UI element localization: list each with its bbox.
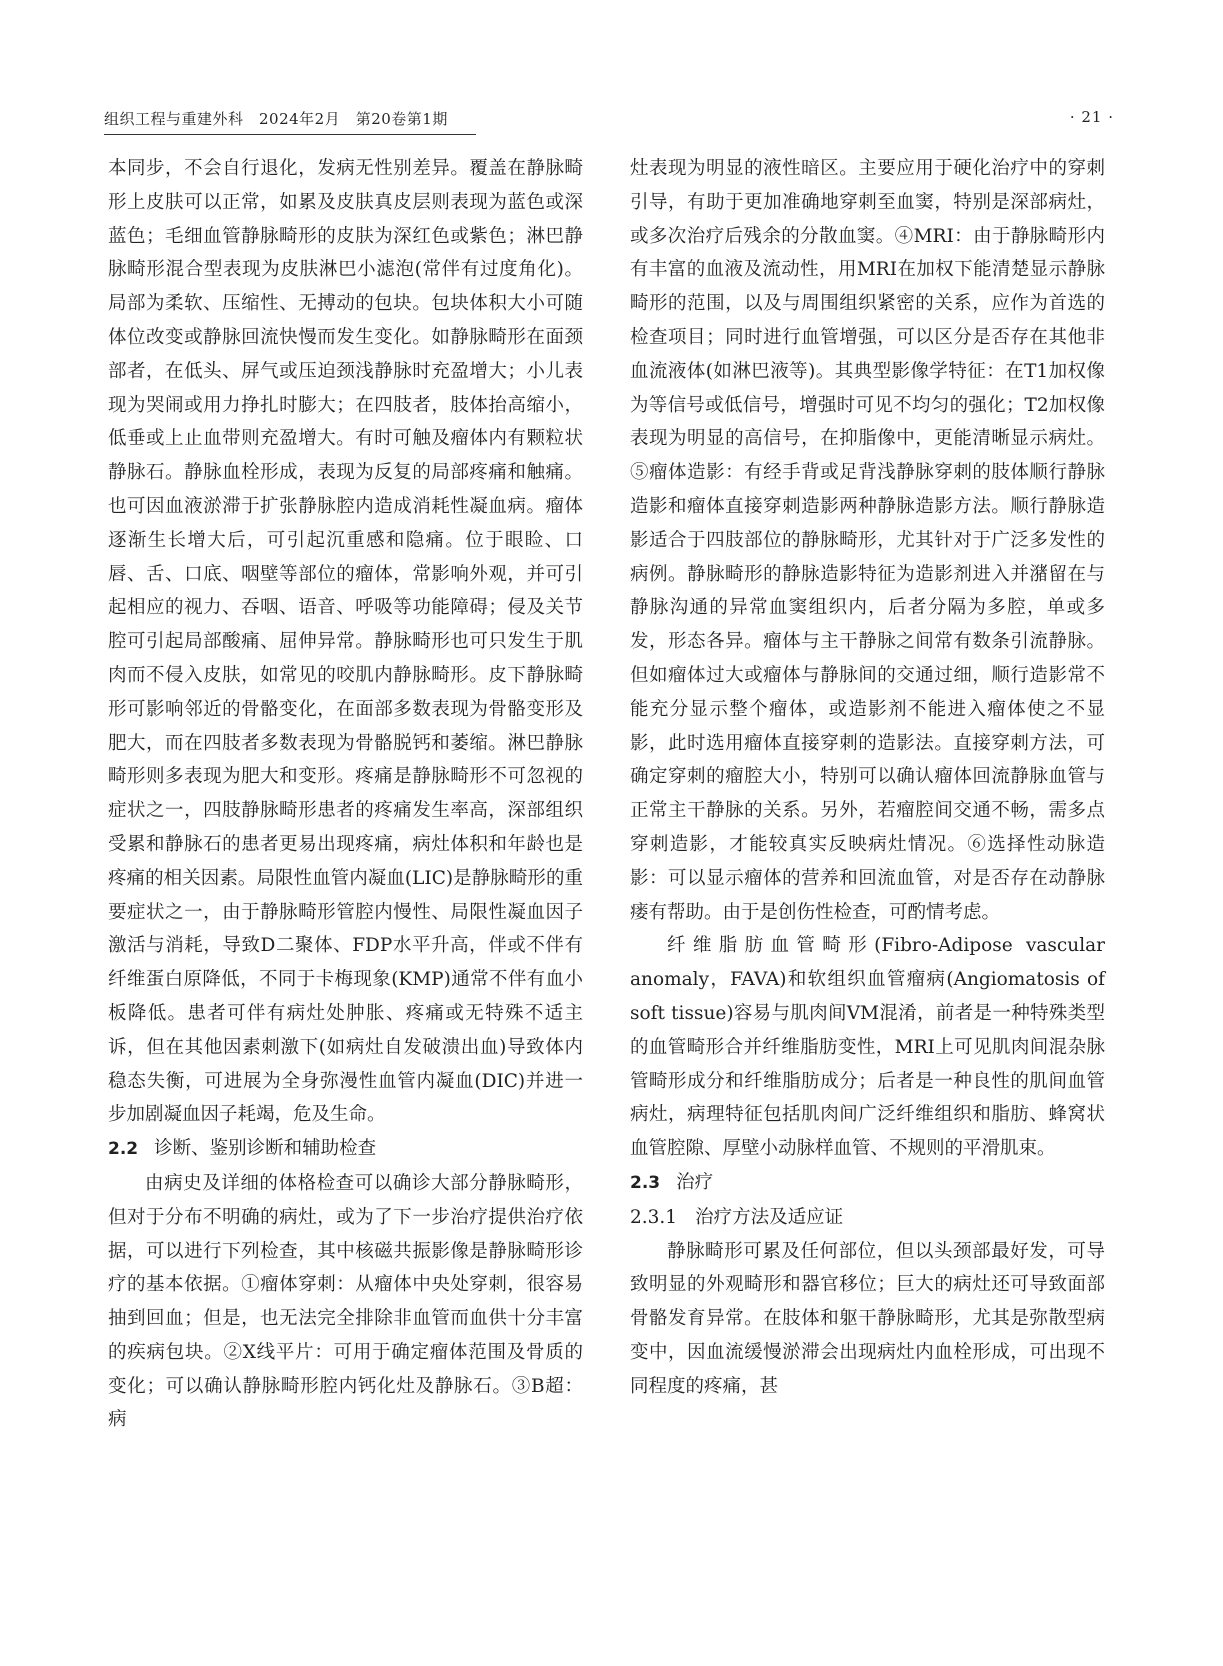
section-title: 治疗 [676,1171,714,1193]
section-heading-2-2 [108,1132,583,1167]
left-column [108,152,583,1437]
subsection-heading-2-3-1 [630,1201,1105,1235]
paragraph-differential: 纤维脂肪血管畸形(Fibro-Adipose vascular anomaly，FAVA)和软组织血管瘤病(Angiomatosis of soft tissue)容易与肌肉间VM混淆，前者是一种特殊类型的血管畸形合并纤维脂肪变性，MRI上可见肌肉间混杂脉管畸形成分和纤维脂肪成分；后者是一种良性的肌间血管病灶，病理特征包括肌肉间广泛纤维组织和脂肪、蜂窝状血管腔隙、厚壁小动脉样血管、不规则的平滑肌束。 [630,935,1105,1160]
paragraph-diagnosis: 由病史及详细的体格检查可以确诊大部分静脉畸形，但对于分布不明确的病灶，或为了下一步治疗提供治疗依据，可以进行下列检查，其中核磁共振影像是静脉畸形诊疗的基本依据。①瘤体穿刺：从瘤体中央处穿刺，很容易抽到回血；但是，也无法完全排除非血管而血供十分丰富的疾病包块。②X线平片：可用于确定瘤体范围及骨质的变化；可以确认静脉畸形腔内钙化灶及静脉石。③B超：病 [108,1172,583,1431]
journal-citation: 组织工程与重建外科 2024年2月 第20卷第1期 [104,110,448,128]
right-column [630,152,1105,1403]
section-heading-2-3 [630,1166,1105,1201]
paragraph-treatment: 静脉畸形可累及任何部位，但以头颈部最好发，可导致明显的外观畸形和器官移位；巨大的病灶还可导致面部骨骼发育异常。在肢体和躯干静脉畸形，尤其是弥散型病变中，因血流缓慢淤滞会出现病灶内血栓形成，可出现不同程度的疼痛，甚 [630,1240,1105,1397]
section-number: 2.3 [630,1172,661,1193]
page-number: · 21 · [1069,108,1114,126]
paragraph-clinical-features: 本同步，不会自行退化，发病无性别差异。覆盖在静脉畸形上皮肤可以正常，如累及皮肤真皮层则表现为蓝色或深蓝色；毛细血管静脉畸形的皮肤为深红色或紫色；淋巴静脉畸形混合型表现为皮肤淋巴小滤泡(常伴有过度角化)。局部为柔软、压缩性、无搏动的包块。包块体积大小可随体位改变或静脉回流快慢而发生变化。如静脉畸形在面颈部者，在低头、屏气或压迫颈浅静脉时充盈增大；小儿表现为哭闹或用力挣扎时膨大；在四肢者，肢体抬高缩小，低垂或上止血带则充盈增大。有时可触及瘤体内有颗粒状静脉石。静脉血栓形成，表现为反复的局部疼痛和触痛。也可因血液淤滞于扩张静脉腔内造成消耗性凝血病。瘤体逐渐生长增大后，可引起沉重感和隐痛。位于眼睑、口唇、舌、口底、咽壁等部位的瘤体，常影响外观，并可引起相应的视力、吞咽、语音、呼吸等功能障碍；侵及关节腔可引起局部酸痛、屈伸异常。静脉畸形也可只发生于肌肉而不侵入皮肤，如常见的咬肌内静脉畸形。皮下静脉畸形可影响邻近的骨骼变化，在面部多数表现为骨骼变形及肥大，而在四肢者多数表现为骨骼脱钙和萎缩。淋巴静脉畸形则多表现为肥大和变形。疼痛是静脉畸形不可忽视的症状之一，四肢静脉畸形患者的疼痛发生率高，深部组织受累和静脉石的患者更易出现疼痛，病灶体积和年龄也是疼痛的相关因素。局限性血管内凝血(LIC)是静脉畸形的重要症状之一，由于静脉畸形管腔内慢性、局限性凝血因子激活与消耗，导致D二聚体、FDP水平升高，伴或不伴有纤维蛋白原降低，不同于卡梅现象(KMP)通常不伴有血小板降低。患者可伴有病灶处肿胀、疼痛或无特殊不适主诉，但在其他因素刺激下(如病灶自发破溃出血)导致体内稳态失衡，可进展为全身弥漫性血管内凝血(DIC)并进一步加剧凝血因子耗竭，危及生命。 [108,158,583,1126]
running-header [104,108,1114,138]
paragraph-imaging: 灶表现为明显的液性暗区。主要应用于硬化治疗中的穿刺引导，有助于更加准确地穿刺至血窦，特别是深部病灶，或多次治疗后残余的分散血窦。④MRI：由于静脉畸形内有丰富的血液及流动性，用MRI在加权下能清楚显示静脉畸形的范围，以及与周围组织紧密的关系，应作为首选的检查项目；同时进行血管增强，可以区分是否存在其他非血流液体(如淋巴液等)。其典型影像学特征：在T1加权像为等信号或低信号，增强时可见不均匀的强化；T2加权像表现为明显的高信号，在抑脂像中，更能清晰显示病灶。⑤瘤体造影：有经手背或足背浅静脉穿刺的肢体顺行静脉造影和瘤体直接穿刺造影两种静脉造影方法。顺行静脉造影适合于四肢部位的静脉畸形，尤其针对于广泛多发性的病例。静脉畸形的静脉造影特征为造影剂进入并潴留在与静脉沟通的异常血窦组织内，后者分隔为多腔，单或多发，形态各异。瘤体与主干静脉之间常有数条引流静脉。但如瘤体过大或瘤体与静脉间的交通过细，顺行造影常不能充分显示整个瘤体，或造影剂不能进入瘤体使之不显影，此时选用瘤体直接穿刺的造影法。直接穿刺方法，可确定穿刺的瘤腔大小，特别可以确认瘤体回流静脉血管与正常主干静脉的关系。另外，若瘤腔间交通不畅，需多点穿刺造影，才能较真实反映病灶情况。⑥选择性动脉造影：可以显示瘤体的营养和回流血管，对是否存在动静脉瘘有帮助。由于是创伤性检查，可酌情考虑。 [630,158,1105,923]
subsection-number: 2.3.1 [630,1206,678,1228]
section-number: 2.2 [108,1139,139,1160]
subsection-title: 治疗方法及适应证 [695,1206,844,1228]
section-title: 诊断、鉴别诊断和辅助检查 [154,1138,377,1160]
header-underline [104,134,476,135]
